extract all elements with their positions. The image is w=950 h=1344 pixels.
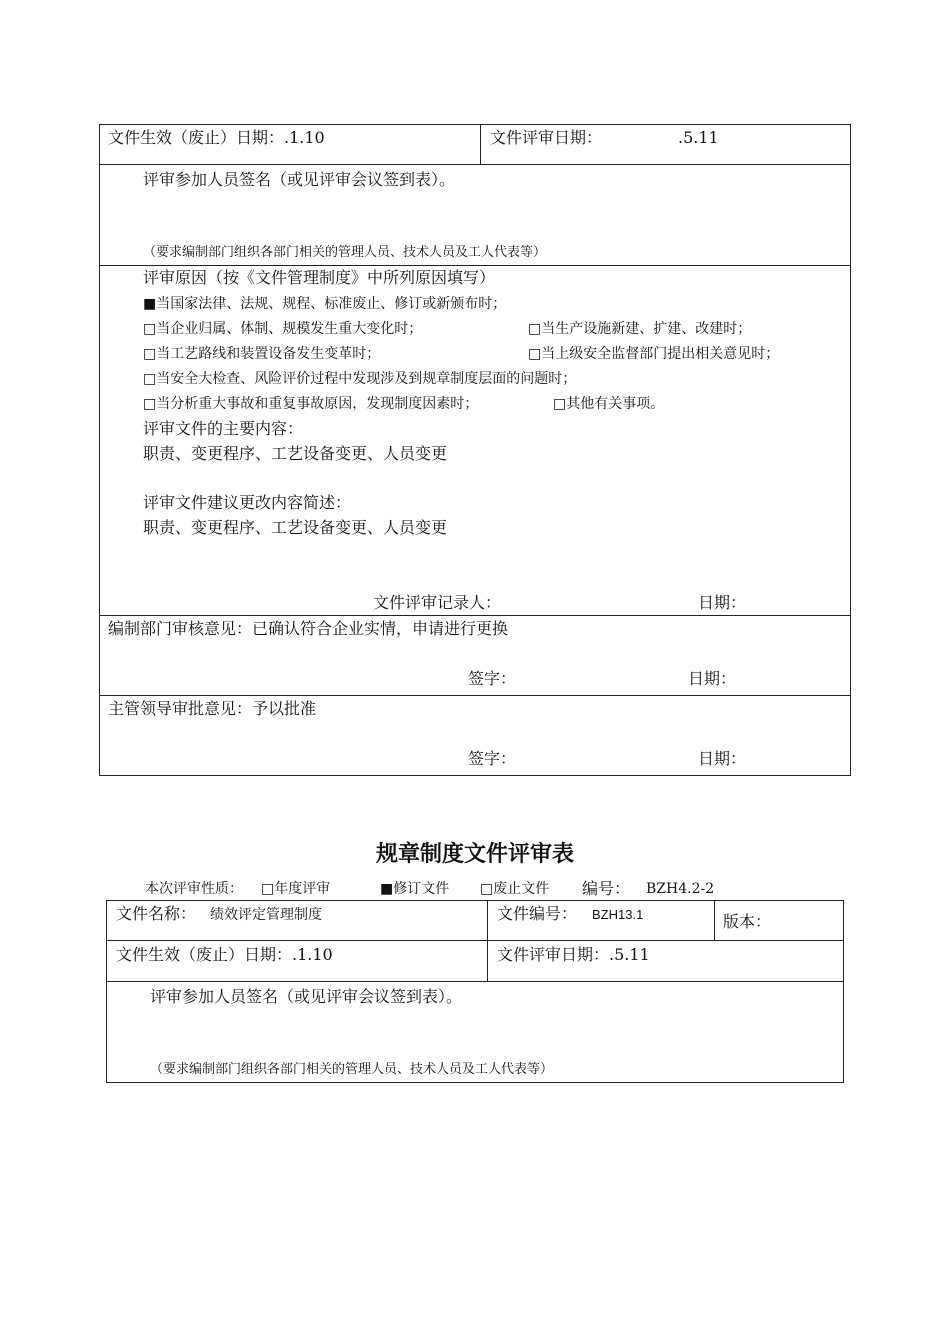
dept-sign-label: 签字： (468, 669, 517, 688)
recorder-label: 文件评审记录人： (373, 593, 502, 612)
version-label: 版本： (723, 912, 772, 931)
effective-date-field: 文件生效（废止）日期：.1.10 (116, 945, 333, 964)
main-content-label: 评审文件的主要内容： (143, 419, 304, 438)
reason-checkbox-item: □其他有关事项。 (553, 396, 665, 412)
effective-date-field: 文件生效（废止）日期：.1.10 (108, 128, 325, 147)
option-annual-review: □年度评审 (261, 881, 331, 897)
row-divider (99, 164, 851, 165)
option-revise-file: ■修订文件 (380, 881, 450, 897)
dept-opinion: 编制部门审核意见：已确认符合企业实情，申请进行更换 (108, 619, 509, 638)
reason-header: 评审原因（按《文件管理制度》中所列原因填写） (143, 268, 496, 287)
row-divider (99, 615, 851, 616)
participants-label: 评审参加人员签名（或见评审会议签到表）。 (143, 170, 456, 189)
recorder-date-label: 日期： (698, 593, 747, 612)
reason-checkbox-item: □当生产设施新建、扩建、改建时； (528, 321, 752, 337)
reason-checkbox-item: □当安全大检查、风险评价过程中发现涉及到规章制度层面的问题时； (143, 371, 577, 387)
reason-checkbox-item: □当上级安全监督部门提出相关意见时； (528, 346, 780, 362)
review-date-label: 文件评审日期： (490, 128, 603, 147)
option-abolish-file: □废止文件 (480, 881, 550, 897)
file-no-label: 文件编号： (497, 904, 578, 923)
review-date-value: .5.11 (678, 128, 719, 147)
reason-checkbox-item: □当工艺路线和装置设备发生变革时； (143, 346, 381, 362)
review-nature-label: 本次评审性质： (145, 881, 243, 897)
leader-sign-label: 签字： (468, 749, 517, 768)
code-value: BZH4.2-2 (646, 881, 715, 897)
row-divider (99, 265, 851, 266)
row-divider (106, 940, 844, 941)
col-divider (480, 124, 481, 164)
main-content-value: 职责、变更程序、工艺设备变更、人员变更 (143, 444, 448, 463)
file-name-value: 绩效评定管理制度 (210, 907, 322, 923)
col-divider (487, 900, 488, 981)
reason-checkbox-item: ■当国家法律、法规、规程、标准废止、修订或新颁布时； (143, 296, 507, 312)
reason-checkbox-item: □当企业归属、体制、规模发生重大变化时； (143, 321, 423, 337)
file-name-label: 文件名称： (116, 904, 197, 923)
code-label: 编号： (582, 879, 631, 898)
form-title: 规章制度文件评审表 (375, 842, 574, 867)
suggest-label: 评审文件建议更改内容简述： (143, 493, 352, 512)
reason-checkbox-item: □当分析重大事故和重复事故原因，发现制度因素时； (143, 396, 479, 412)
leader-date-label: 日期： (698, 749, 747, 768)
participants-note: （要求编制部门组织各部门相关的管理人员、技术人员及工人代表等） (143, 245, 547, 260)
file-no-value: BZH13.1 (592, 907, 644, 922)
participants-note: （要求编制部门组织各部门相关的管理人员、技术人员及工人代表等） (150, 1062, 554, 1077)
participants-label: 评审参加人员签名（或见评审会议签到表）。 (150, 987, 463, 1006)
col-divider (714, 900, 715, 940)
suggest-value: 职责、变更程序、工艺设备变更、人员变更 (143, 518, 448, 537)
row-divider (99, 695, 851, 696)
review-date-field: 文件评审日期：.5.11 (497, 945, 650, 964)
leader-opinion: 主管领导审批意见：予以批准 (108, 699, 317, 718)
dept-date-label: 日期： (688, 669, 737, 688)
row-divider (106, 981, 844, 982)
